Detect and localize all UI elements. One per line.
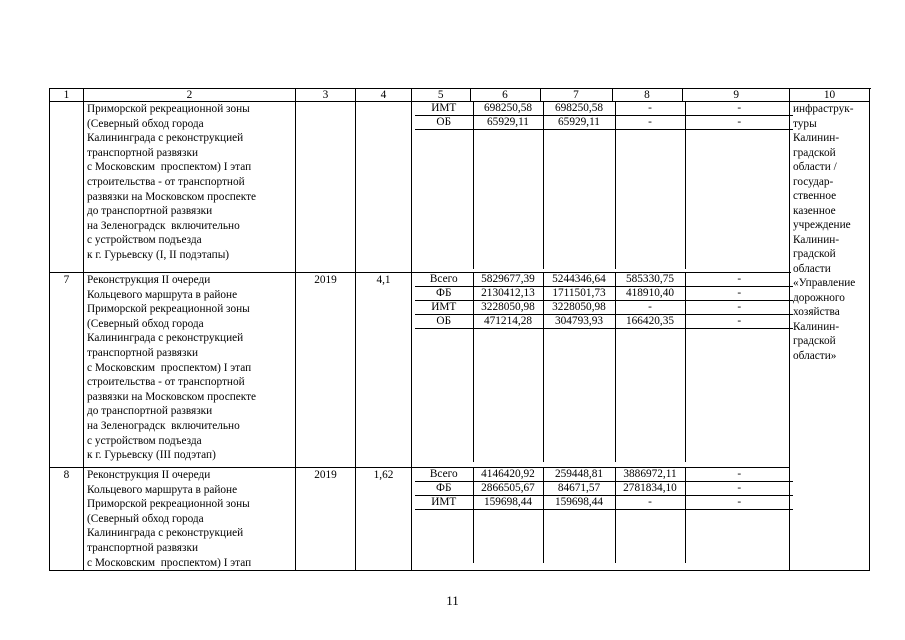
funding-row (415, 287, 793, 301)
funding-block (412, 273, 790, 468)
description-line: Приморской рекреационной зоны (87, 498, 250, 511)
amount-total: 5829677,39 (473, 273, 543, 287)
amount-total: 3228050,98 (473, 301, 543, 315)
description-line: строительства - от транспортной (87, 175, 245, 188)
header-cell: 1 (50, 89, 84, 102)
amount-2019: 698250,58 (543, 102, 615, 116)
amount-2020: - (615, 496, 685, 510)
responsible-organization (790, 102, 870, 571)
amount-total: 4146420,92 (473, 468, 543, 482)
header-cell: 3 (296, 89, 356, 102)
description-line: с Московским проспектом) I этап (87, 361, 252, 374)
header-cell: 10 (790, 89, 870, 102)
amount-2021: - (685, 301, 793, 315)
amount-2020: 2781834,10 (615, 482, 685, 496)
description-line: с Московским проспектом) I этап (87, 556, 252, 569)
description-line: Калининграда с реконструкцией (87, 132, 244, 145)
amount-2021: - (685, 102, 793, 116)
header-cell: 7 (540, 89, 612, 101)
organization-line: туры (793, 117, 817, 130)
table-row (50, 273, 870, 468)
header-subcells (412, 89, 790, 102)
funding-table (49, 88, 870, 571)
funding-row (415, 116, 793, 130)
year-cell: 2019 (296, 468, 356, 571)
funding-filler (415, 130, 793, 269)
description-line: на Зеленоградск включительно (87, 419, 240, 432)
table-row (50, 102, 870, 273)
organization-line: учреждение (793, 219, 851, 231)
year-cell: 2019 (296, 273, 356, 468)
amount-2019: 159698,44 (543, 496, 615, 510)
organization-line: казенное (793, 204, 836, 217)
length-cell (356, 102, 412, 273)
empty-cell (543, 329, 615, 462)
description-line: на Зеленоградск включительно (87, 219, 240, 232)
funding-row (415, 301, 793, 315)
amount-total: 65929,11 (473, 116, 543, 130)
description-line: Кольцевого маршрута в районе (87, 288, 238, 301)
length-cell: 4,1 (356, 273, 412, 468)
amount-2020: 3886972,11 (615, 468, 685, 482)
organization-line: государ- (793, 175, 834, 188)
organization-line: «Управление (793, 277, 856, 289)
funding-block (412, 102, 790, 273)
header-cell: 6 (470, 89, 540, 101)
empty-cell (685, 510, 793, 563)
object-description (84, 102, 296, 273)
object-description (84, 273, 296, 468)
length-cell: 1,62 (356, 468, 412, 571)
empty-cell (415, 130, 473, 269)
amount-2020: - (615, 102, 685, 116)
amount-2019: 3228050,98 (543, 301, 615, 315)
empty-cell (685, 329, 793, 462)
description-line: Реконструкция II очереди (87, 469, 211, 481)
amount-2019: 84671,57 (543, 482, 615, 496)
organization-line: области (793, 262, 831, 275)
header-cell: 5 (412, 89, 470, 101)
amount-2020: 418910,40 (615, 287, 685, 301)
empty-cell (685, 130, 793, 269)
description-line: Реконструкция II очереди (87, 274, 211, 286)
object-description (84, 468, 296, 571)
funding-block (412, 468, 790, 571)
description-line: до транспортной развязки (87, 205, 213, 218)
funding-source: ОБ (415, 116, 473, 130)
organization-line: инфраструк- (793, 103, 854, 115)
description-line: Приморской рекреационной зоны (87, 103, 250, 115)
funding-source: Всего (415, 468, 473, 482)
funding-filler (415, 329, 793, 462)
empty-cell (473, 130, 543, 269)
funding-source: ОБ (415, 315, 473, 329)
amount-2020: 166420,35 (615, 315, 685, 329)
empty-cell (615, 510, 685, 563)
description-line: транспортной развязки (87, 146, 198, 159)
row-number (50, 102, 84, 273)
empty-cell (415, 329, 473, 462)
empty-cell (415, 510, 473, 563)
description-line: транспортной развязки (87, 541, 198, 554)
description-line: (Северный обход города (87, 117, 204, 130)
organization-line: градской (793, 335, 836, 347)
amount-2021: - (685, 496, 793, 510)
organization-line: дорожного (793, 291, 845, 304)
amount-2020: - (615, 116, 685, 130)
amount-2021: - (685, 287, 793, 301)
funding-row (415, 315, 793, 329)
funding-source: ФБ (415, 287, 473, 301)
header-cell: 8 (612, 89, 682, 101)
funding-source: ИМТ (415, 102, 473, 116)
funding-source: Всего (415, 273, 473, 287)
table-body (50, 102, 870, 571)
description-line: Калининграда с реконструкцией (87, 332, 244, 345)
empty-cell (543, 510, 615, 563)
description-line: к г. Гурьевску (I, II подэтапы) (87, 248, 230, 261)
amount-2021: - (685, 273, 793, 287)
amount-total: 2866505,67 (473, 482, 543, 496)
organization-line: Калинин- (793, 132, 840, 144)
description-line: до транспортной развязки (87, 405, 213, 418)
amount-total: 471214,28 (473, 315, 543, 329)
description-line: к г. Гурьевску (III подэтап) (87, 449, 216, 462)
amount-2020: 585330,75 (615, 273, 685, 287)
amount-total: 159698,44 (473, 496, 543, 510)
amount-2021: - (685, 482, 793, 496)
description-line: транспортной развязки (87, 346, 198, 359)
table-row (50, 468, 870, 571)
amount-2020: - (615, 301, 685, 315)
header-cell: 4 (356, 89, 412, 102)
funding-source: ФБ (415, 482, 473, 496)
funding-filler (415, 510, 793, 563)
funding-row (415, 273, 793, 287)
description-line: с устройством подъезда (87, 434, 202, 447)
amount-total: 2130412,13 (473, 287, 543, 301)
organization-line: ственное (793, 190, 837, 202)
funding-source: ИМТ (415, 496, 473, 510)
amount-2021: - (685, 315, 793, 329)
description-line: Приморской рекреационной зоны (87, 303, 250, 316)
header-cell: 9 (733, 89, 740, 101)
amount-2021: - (685, 468, 793, 482)
empty-cell (615, 329, 685, 462)
page-number: 11 (446, 593, 459, 608)
organization-line: хозяйства (793, 306, 840, 318)
funding-row (415, 496, 793, 510)
description-line: развязки на Московском проспекте (87, 190, 257, 203)
description-line: Калининграда с реконструкцией (87, 527, 244, 540)
description-line: с устройством подъезда (87, 234, 202, 247)
amount-2019: 259448,81 (543, 468, 615, 482)
organization-line: Калинин- (793, 320, 840, 333)
empty-cell (473, 510, 543, 563)
row-number: 8 (50, 468, 84, 571)
description-line: развязки на Московском проспекте (87, 390, 257, 403)
organization-line: градской (793, 248, 836, 260)
empty-cell (615, 130, 685, 269)
description-line: с Московским проспектом) I этап (87, 161, 252, 174)
funding-row (415, 102, 793, 116)
header-cell: 2 (84, 89, 296, 102)
empty-cell (473, 329, 543, 462)
amount-2021: - (685, 116, 793, 130)
amount-2019: 304793,93 (543, 315, 615, 329)
description-line: (Северный обход города (87, 317, 204, 330)
organization-line: области / (793, 161, 837, 173)
description-line: (Северный обход города (87, 512, 204, 525)
amount-2019: 65929,11 (543, 116, 615, 130)
funding-row (415, 482, 793, 496)
year-cell (296, 102, 356, 273)
description-line: строительства - от транспортной (87, 376, 245, 389)
row-number: 7 (50, 273, 84, 468)
amount-2019: 1711501,73 (543, 287, 615, 301)
description-line: Кольцевого маршрута в районе (87, 483, 238, 496)
amount-total: 698250,58 (473, 102, 543, 116)
header-row (50, 89, 870, 102)
organization-line: Калинин- (793, 233, 840, 246)
funding-source: ИМТ (415, 301, 473, 315)
organization-line: области» (793, 349, 837, 362)
amount-2019: 5244346,64 (543, 273, 615, 287)
funding-row (415, 468, 793, 482)
organization-line: градской (793, 146, 836, 159)
empty-cell (543, 130, 615, 269)
